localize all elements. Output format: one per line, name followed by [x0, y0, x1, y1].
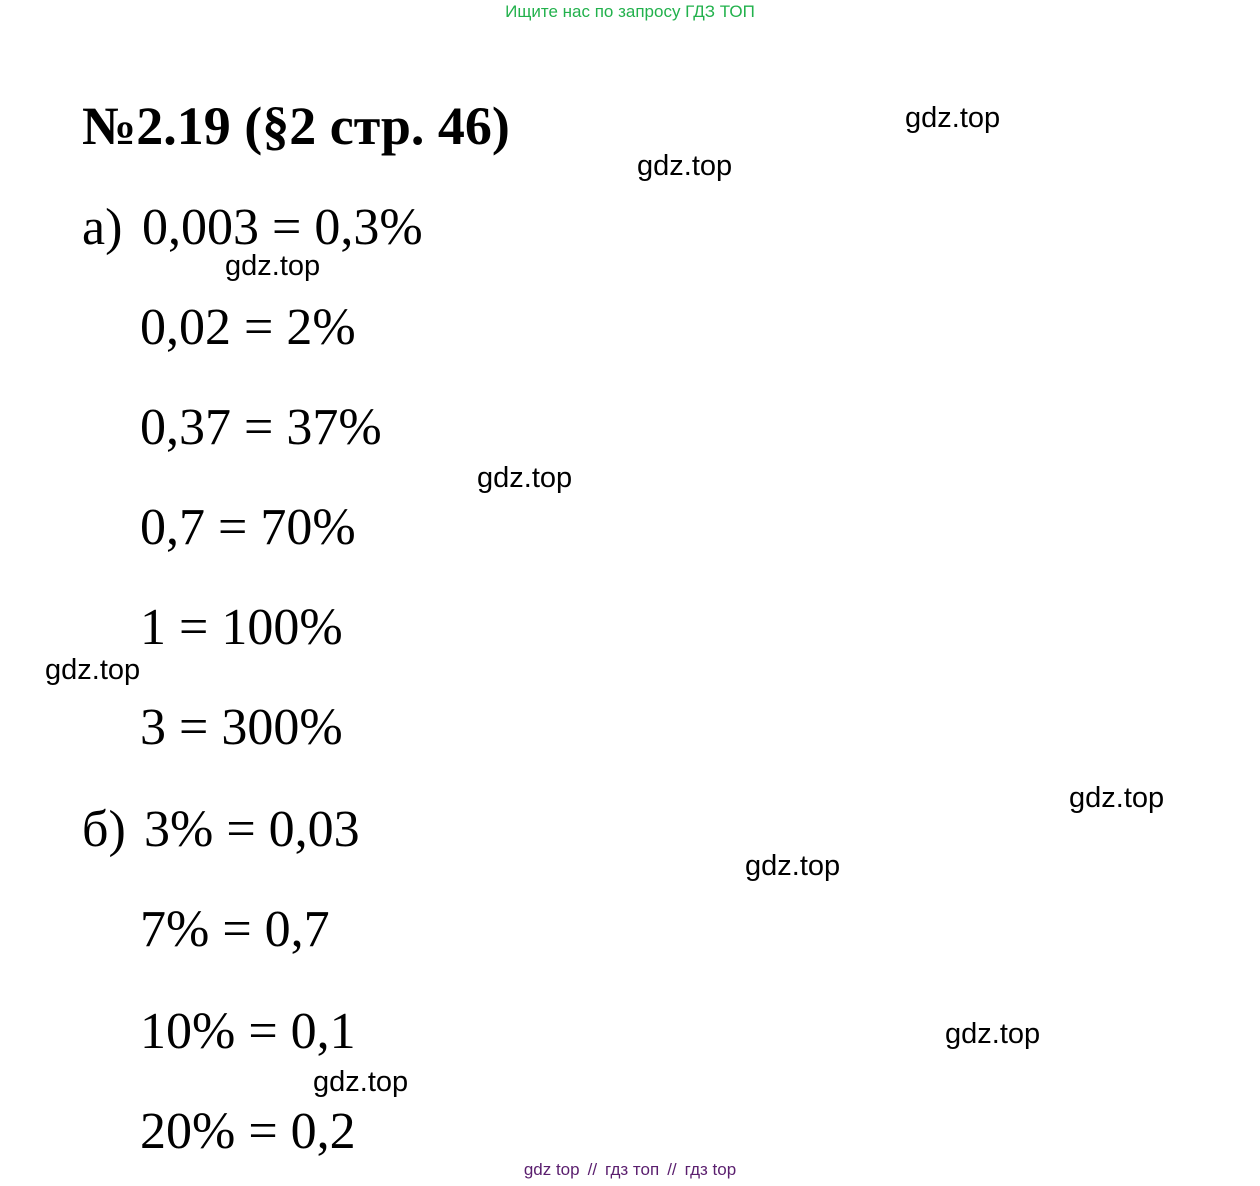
footer-link-gdz-top-ru[interactable]: гдз топ — [605, 1160, 660, 1179]
top-banner: Ищите нас по запросу ГДЗ ТОП — [505, 2, 755, 21]
watermark: gdz.top — [477, 462, 573, 494]
watermark: gdz.top — [313, 1066, 409, 1098]
part-b-label: б) — [82, 801, 126, 858]
watermark: gdz.top — [745, 850, 841, 882]
footer-links — [0, 1160, 1260, 1180]
part-a-line-2: 0,02 = 2% — [140, 299, 356, 356]
part-b-line-2: 7% = 0,7 — [140, 901, 330, 958]
part-a-line-3: 0,37 = 37% — [140, 399, 382, 456]
part-a-line-4: 0,7 = 70% — [140, 499, 356, 556]
part-b-line-3: 10% = 0,1 — [140, 1003, 356, 1060]
watermark: gdz.top — [45, 654, 141, 686]
part-a-line-6: 3 = 300% — [140, 699, 343, 756]
watermark: gdz.top — [905, 102, 1001, 134]
watermark: gdz.top — [1069, 782, 1165, 814]
watermark: gdz.top — [225, 250, 321, 282]
part-b-line-4: 20% = 0,2 — [140, 1103, 356, 1160]
watermark: gdz.top — [945, 1018, 1041, 1050]
part-b-line-1: 3% = 0,03 — [144, 801, 360, 858]
part-a-line-5: 1 = 100% — [140, 599, 343, 656]
part-a-line-1: 0,003 = 0,3% — [142, 199, 423, 256]
footer-separator: // — [587, 1160, 598, 1179]
watermark: gdz.top — [637, 150, 733, 182]
footer-link-gdz-top-mixed[interactable]: гдз top — [684, 1160, 737, 1179]
page-title: №2.19 (§2 стр. 46) — [82, 96, 510, 156]
footer-link-gdz-top[interactable]: gdz top — [523, 1160, 580, 1179]
part-a-label: а) — [82, 199, 123, 256]
footer-separator: // — [667, 1160, 677, 1179]
